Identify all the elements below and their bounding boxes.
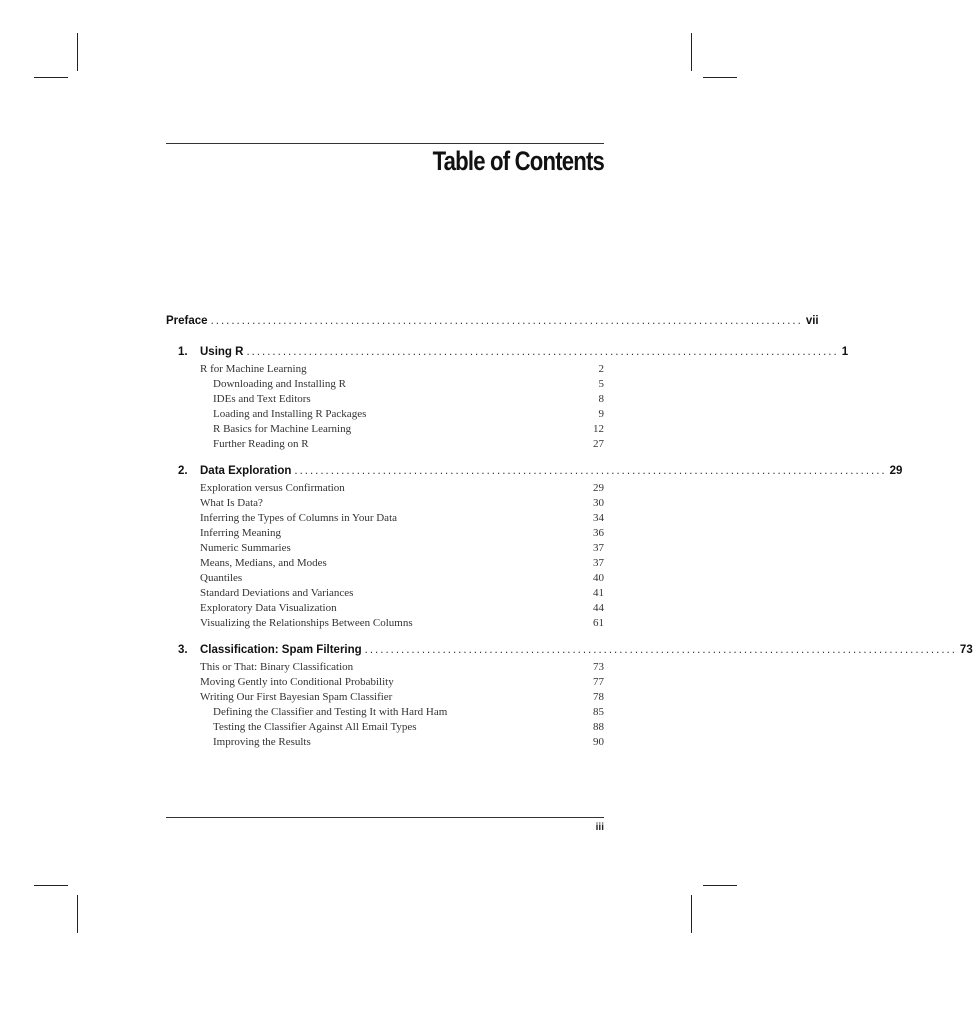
section-title: This or That: Binary Classification (200, 661, 354, 673)
toc-section-entry[interactable] (166, 527, 604, 542)
section-title: Moving Gently into Conditional Probability (200, 676, 394, 688)
section-page: 88 (593, 721, 604, 733)
section-title: Means, Medians, and Modes (200, 557, 327, 569)
section-title: Defining the Classifier and Testing It with Hard Ham (213, 706, 448, 718)
chapter-number: 1. (178, 346, 188, 358)
toc-section-entry[interactable] (166, 497, 604, 512)
header-rule (166, 143, 604, 144)
chapter-list (166, 346, 973, 751)
page-title: Table of Contents (432, 146, 604, 176)
section-title: Numeric Summaries (200, 542, 291, 554)
toc-section-entry[interactable] (166, 736, 604, 751)
section-title: Standard Deviations and Variances (200, 587, 354, 599)
chapter-page: 29 (889, 465, 903, 477)
toc-section-entry[interactable] (166, 482, 604, 497)
section-page: 37 (593, 557, 604, 569)
section-title: R for Machine Learning (200, 363, 307, 375)
section-page: 37 (593, 542, 604, 554)
toc-section-entry[interactable] (166, 378, 604, 393)
section-page: 34 (593, 512, 604, 524)
chapter-title: Using R (200, 346, 244, 358)
dot-leader: .................................................................................................................. (210, 315, 803, 327)
section-title: Improving the Results (213, 736, 311, 748)
crop-mark-bottom-left-horizontal (34, 885, 68, 886)
dot-leader: .................................................................................................................. (246, 346, 839, 358)
toc-section-entry[interactable] (166, 661, 604, 676)
section-page: 2 (598, 363, 604, 375)
crop-mark-top-left-vertical (77, 33, 78, 71)
section-page: 27 (593, 438, 604, 450)
toc-section-entry[interactable] (166, 363, 604, 378)
toc-section-entry[interactable] (166, 393, 604, 408)
section-title: Exploratory Data Visualization (200, 602, 337, 614)
chapter-number: 2. (178, 465, 188, 477)
dot-leader: .................................................................................................................. (364, 644, 957, 656)
section-title: Downloading and Installing R (213, 378, 346, 390)
section-title: Inferring the Types of Columns in Your Data (200, 512, 398, 524)
section-page: 8 (598, 393, 604, 405)
section-page: 78 (593, 691, 604, 703)
section-page: 44 (593, 602, 604, 614)
crop-mark-bottom-right-horizontal (703, 885, 737, 886)
section-page: 29 (593, 482, 604, 494)
section-title: Loading and Installing R Packages (213, 408, 367, 420)
toc-section-entry[interactable] (166, 691, 604, 706)
footer-rule (166, 817, 604, 818)
section-page: 77 (593, 676, 604, 688)
section-page: 30 (593, 497, 604, 509)
toc-section-entry[interactable] (166, 587, 604, 602)
toc-entry-preface[interactable] (166, 315, 819, 332)
toc-section-entry[interactable] (166, 438, 604, 453)
toc-section-entry[interactable] (166, 542, 604, 557)
toc-section-entry[interactable] (166, 572, 604, 587)
toc-section-entry[interactable] (166, 512, 604, 527)
toc-chapter-entry[interactable] (166, 346, 849, 363)
section-page: 9 (598, 408, 604, 420)
toc-section-entry[interactable] (166, 408, 604, 423)
section-title: Quantiles (200, 572, 243, 584)
chapter-page: 1 (841, 346, 849, 358)
section-page: 12 (593, 423, 604, 435)
chapter-number: 3. (178, 644, 188, 656)
chapter-page: 73 (959, 644, 973, 656)
section-page: 73 (593, 661, 604, 673)
crop-mark-bottom-right-vertical (691, 895, 692, 933)
section-title: Writing Our First Bayesian Spam Classifier (200, 691, 393, 703)
toc-section-entry[interactable] (166, 557, 604, 572)
section-page: 41 (593, 587, 604, 599)
table-of-contents (166, 315, 973, 751)
section-page: 85 (593, 706, 604, 718)
toc-section-entry[interactable] (166, 423, 604, 438)
chapter-title: Data Exploration (200, 465, 292, 477)
section-page: 5 (598, 378, 604, 390)
page-number: iii (595, 822, 604, 833)
section-page: 90 (593, 736, 604, 748)
toc-section-entry[interactable] (166, 602, 604, 617)
section-title: What Is Data? (200, 497, 263, 509)
toc-section-entry[interactable] (166, 617, 604, 632)
toc-chapter-entry[interactable] (166, 465, 903, 482)
section-page: 36 (593, 527, 604, 539)
toc-entry-page: vii (805, 315, 819, 327)
section-title: Further Reading on R (213, 438, 309, 450)
section-title: R Basics for Machine Learning (213, 423, 352, 435)
section-title: Visualizing the Relationships Between Columns (200, 617, 413, 629)
section-title: IDEs and Text Editors (213, 393, 311, 405)
dot-leader: .................................................................................................................. (294, 465, 887, 477)
toc-section-entry[interactable] (166, 721, 604, 736)
crop-mark-top-right-horizontal (703, 77, 737, 78)
toc-chapter-entry[interactable] (166, 644, 973, 661)
section-title: Inferring Meaning (200, 527, 281, 539)
crop-mark-bottom-left-vertical (77, 895, 78, 933)
crop-mark-top-left-horizontal (34, 77, 68, 78)
chapter-title: Classification: Spam Filtering (200, 644, 362, 656)
section-title: Testing the Classifier Against All Email Types (213, 721, 417, 733)
toc-section-entry[interactable] (166, 676, 604, 691)
section-page: 61 (593, 617, 604, 629)
toc-entry-label: Preface (166, 315, 208, 327)
crop-mark-top-right-vertical (691, 33, 692, 71)
section-title: Exploration versus Confirmation (200, 482, 345, 494)
toc-section-entry[interactable] (166, 706, 604, 721)
section-page: 40 (593, 572, 604, 584)
